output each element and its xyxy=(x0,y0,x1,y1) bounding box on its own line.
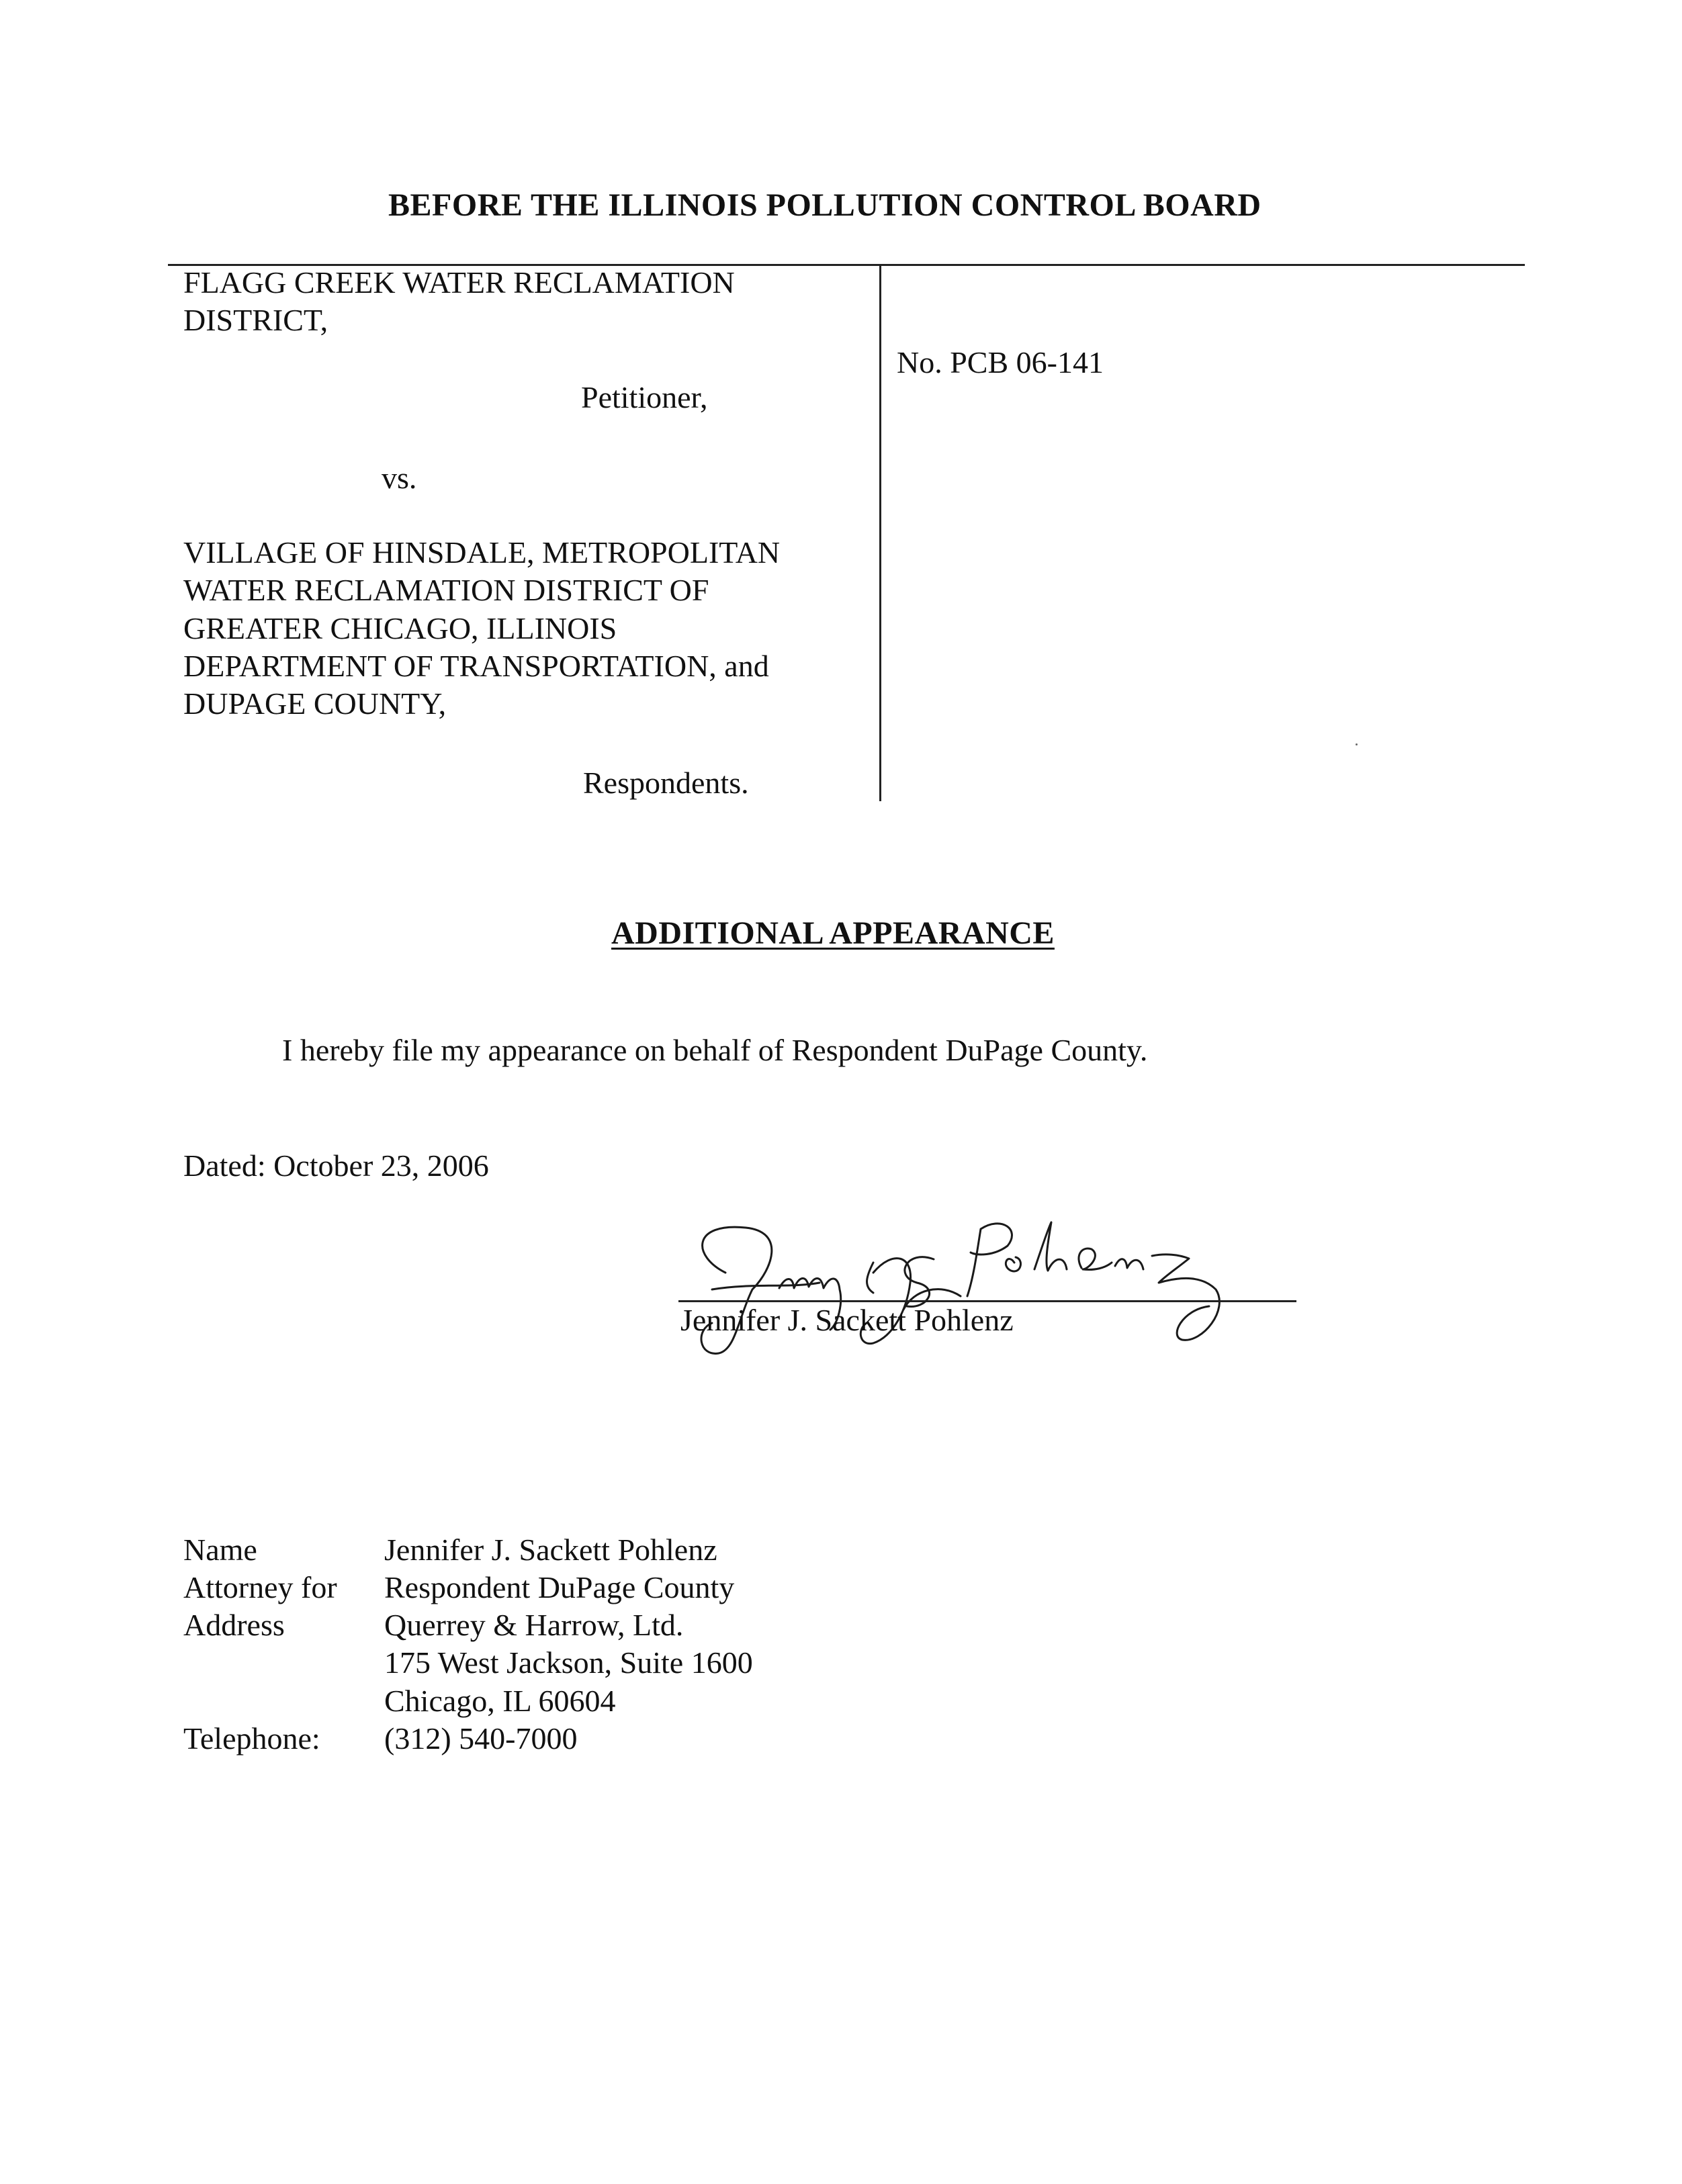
attorney-label: Attorney for xyxy=(183,1570,337,1604)
petitioner-name-line2: DISTRICT, xyxy=(183,303,328,337)
respondent-line: WATER RECLAMATION DISTRICT OF xyxy=(183,573,709,607)
respondent-line: VILLAGE OF HINSDALE, METROPOLITAN xyxy=(183,535,781,570)
caption-divider xyxy=(879,264,881,801)
board-heading: BEFORE THE ILLINOIS POLLUTION CONTROL BOARD xyxy=(388,187,1262,223)
case-number: No. PCB 06-141 xyxy=(897,345,1104,379)
signer-name: Jennifer J. Sackett Pohlenz xyxy=(680,1303,1014,1337)
respondent-line: DUPAGE COUNTY, xyxy=(183,686,447,721)
telephone-label: Telephone: xyxy=(183,1721,320,1756)
versus-label: vs. xyxy=(382,461,417,495)
name-label: Name xyxy=(183,1533,257,1567)
attorney-value: Respondent DuPage County xyxy=(384,1570,735,1604)
address-line: Querrey & Harrow, Ltd. xyxy=(384,1608,684,1642)
respondent-line: DEPARTMENT OF TRANSPORTATION, and xyxy=(183,649,769,683)
address-line: Chicago, IL 60604 xyxy=(384,1684,616,1718)
name-value: Jennifer J. Sackett Pohlenz xyxy=(384,1533,717,1567)
petitioner-name-line1: FLAGG CREEK WATER RECLAMATION xyxy=(183,265,735,300)
respondent-line: GREATER CHICAGO, ILLINOIS xyxy=(183,611,617,645)
appearance-statement: I hereby file my appearance on behalf of Respondent DuPage County. xyxy=(282,1033,1148,1067)
address-label: Address xyxy=(183,1608,285,1642)
date-line: Dated: October 23, 2006 xyxy=(183,1148,489,1183)
scan-speck xyxy=(1356,743,1358,745)
telephone-value: (312) 540-7000 xyxy=(384,1721,578,1756)
petitioner-label: Petitioner, xyxy=(581,380,708,414)
handwritten-signature xyxy=(672,1209,1249,1363)
document-title: ADDITIONAL APPEARANCE xyxy=(611,915,1055,951)
respondents-label: Respondents. xyxy=(583,766,749,800)
address-line: 175 West Jackson, Suite 1600 xyxy=(384,1645,753,1680)
